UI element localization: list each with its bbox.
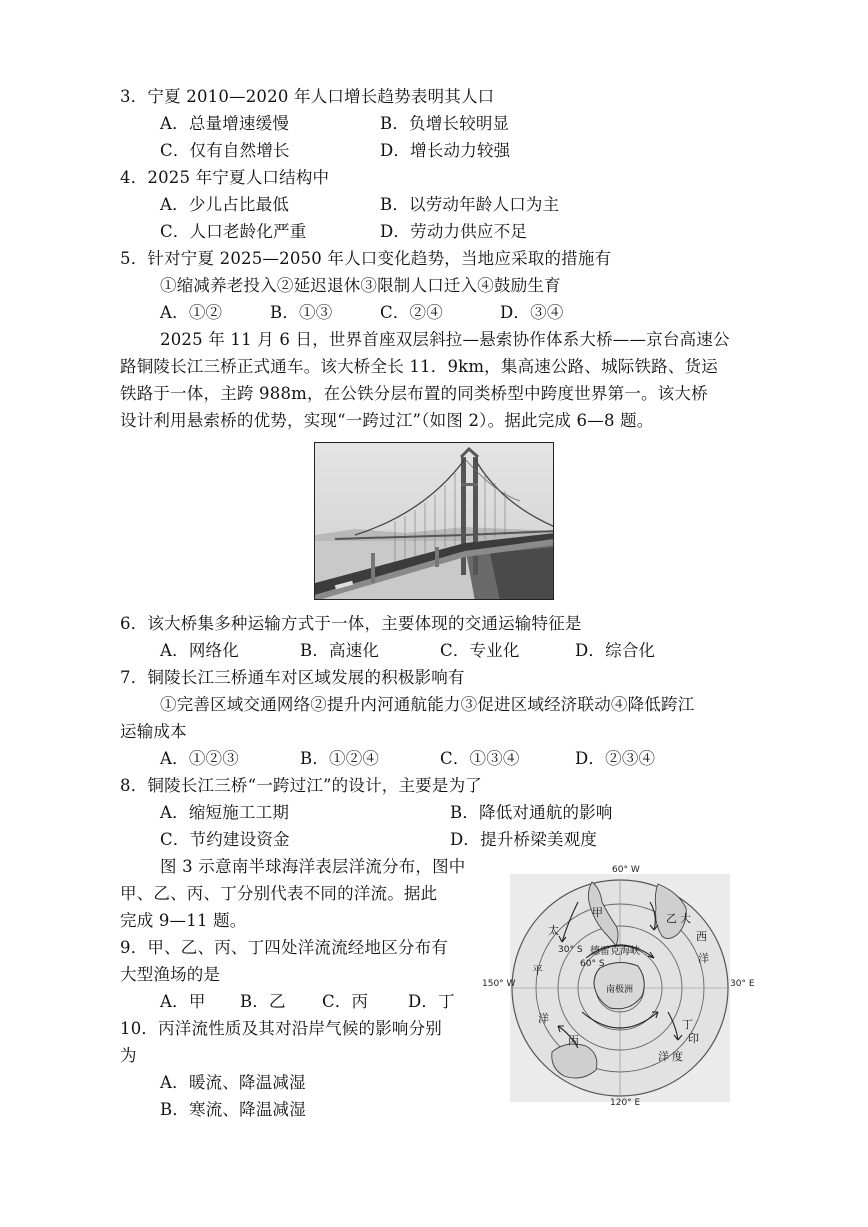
passage2-line: 图 3 示意南半球海洋表层洋流分布，图中 (160, 857, 466, 876)
q4-option-b: B．以劳动年龄人口为主 (380, 195, 560, 214)
q4-stem: 4．2025 年宁夏人口结构中 (120, 168, 330, 187)
current-label-yi: 乙 (666, 912, 677, 925)
passage2-line: 甲、乙、丙、丁分别代表不同的洋流。据此 (120, 884, 438, 903)
q8-option-a: A．缩短施工工期 (160, 803, 290, 822)
q6-option-a: A．网络化 (160, 641, 239, 660)
q10-option-a: A．暖流、降温减湿 (160, 1073, 306, 1092)
pacific-char-2: 平 (532, 964, 543, 977)
q9-option-a: A．甲 (160, 992, 206, 1011)
bridge-photo (314, 442, 554, 600)
lat-label-60s: 60° S (580, 959, 605, 969)
lon-label-30e: 30° E (730, 979, 755, 989)
passage1-line: 路铜陵长江三桥正式通车。该大桥全长 11．9km，集高速公路、城际铁路、货运 (120, 357, 718, 376)
passage1-line: 设计利用悬索桥的优势，实现“一跨过江”（如图 2）。据此完成 6—8 题。 (120, 411, 654, 430)
q7-items: ①完善区域交通网络②提升内河通航能力③促进区域经济联动④降低跨江 (160, 695, 695, 714)
drake-passage-label: 德雷克海峡 (590, 946, 640, 957)
ocean-current-map (482, 862, 758, 1106)
q3-option-b: B．负增长较明显 (380, 114, 510, 133)
lat-label-30s: 30° S (558, 945, 583, 955)
q7-option-c: C．①③④ (440, 749, 520, 768)
q5-items: ①缩减养老投入②延迟退休③限制人口迁入④鼓励生育 (160, 276, 561, 295)
current-label-jia: 甲 (592, 906, 603, 919)
passage1-line: 铁路于一体，主跨 988m，在公铁分层布置的同类桥型中跨度世界第一。该大桥 (120, 384, 708, 403)
indian-char-2: 度 (672, 1050, 683, 1063)
q3-option-c: C．仅有自然增长 (160, 141, 290, 160)
q6-option-c: C．专业化 (440, 641, 520, 660)
q10-stem-cont: 为 (120, 1046, 137, 1065)
q3-option-d: D．增长动力较强 (380, 141, 511, 160)
indian-char-3: 洋 (658, 1050, 669, 1063)
q10-option-b: B．寒流、降温减湿 (160, 1100, 306, 1119)
lon-label-150w: 150° W (482, 979, 516, 989)
q9-option-d: D．丁 (408, 992, 455, 1011)
q7-option-a: A．①②③ (160, 749, 239, 768)
indian-char-1: 印 (688, 1032, 699, 1045)
q9-stem-cont: 大型渔场的是 (120, 965, 221, 984)
current-label-bing: 丙 (568, 1034, 579, 1047)
q6-stem: 6．该大桥集多种运输方式于一体，主要体现的交通运输特征是 (120, 614, 582, 633)
q9-option-b: B．乙 (240, 992, 286, 1011)
lon-label-60w: 60° W (612, 865, 640, 875)
atlantic-char-1: 大 (680, 912, 691, 925)
q7-option-d: D．②③④ (575, 749, 656, 768)
q5-stem: 5．针对宁夏 2025—2050 年人口变化趋势，当地应采取的措施有 (120, 249, 612, 268)
bridge-illustration (315, 443, 554, 600)
q4-option-a: A．少儿占比最低 (160, 195, 290, 214)
q9-option-c: C．丙 (322, 992, 369, 1011)
q10-stem: 10．丙洋流性质及其对沿岸气候的影响分别 (120, 1019, 442, 1038)
atlantic-char-2: 西 (696, 930, 707, 943)
pacific-char-1: 太 (548, 924, 559, 937)
q5-option-a: A．①② (160, 303, 223, 322)
lon-label-120e: 120° E (610, 1098, 641, 1106)
q8-option-d: D．提升桥梁美观度 (450, 830, 598, 849)
q7-stem: 7．铜陵长江三桥通车对区域发展的积极影响有 (120, 668, 465, 687)
q3-option-a: A．总量增速缓慢 (160, 114, 290, 133)
q8-option-c: C．节约建设资金 (160, 830, 290, 849)
passage2-line: 完成 9—11 题。 (120, 911, 247, 930)
q9-stem: 9．甲、乙、丙、丁四处洋流流经地区分布有 (120, 938, 448, 957)
q5-option-d: D．③④ (500, 303, 564, 322)
q7-option-b: B．①②④ (300, 749, 380, 768)
q4-option-d: D．劳动力供应不足 (380, 222, 528, 241)
q6-option-d: D．综合化 (575, 641, 656, 660)
pacific-char-3: 洋 (538, 1012, 549, 1025)
q6-option-b: B．高速化 (300, 641, 380, 660)
q8-stem: 8．铜陵长江三桥“一跨过江”的设计，主要是为了 (120, 776, 482, 795)
q8-option-b: B．降低对通航的影响 (450, 803, 613, 822)
current-label-ding: 丁 (682, 1018, 693, 1031)
q5-option-b: B．①③ (270, 303, 333, 322)
q7-items-cont: 运输成本 (120, 722, 187, 741)
passage1-line: 2025 年 11 月 6 日，世界首座双层斜拉—悬索协作体系大桥——京台高速公 (160, 330, 730, 349)
q3-stem: 3．宁夏 2010—2020 年人口增长趋势表明其人口 (120, 87, 495, 106)
q4-option-c: C．人口老龄化严重 (160, 222, 307, 241)
antarctica-label: 南极洲 (606, 985, 634, 995)
q5-option-c: C．②④ (380, 303, 443, 322)
atlantic-char-3: 洋 (698, 952, 709, 965)
